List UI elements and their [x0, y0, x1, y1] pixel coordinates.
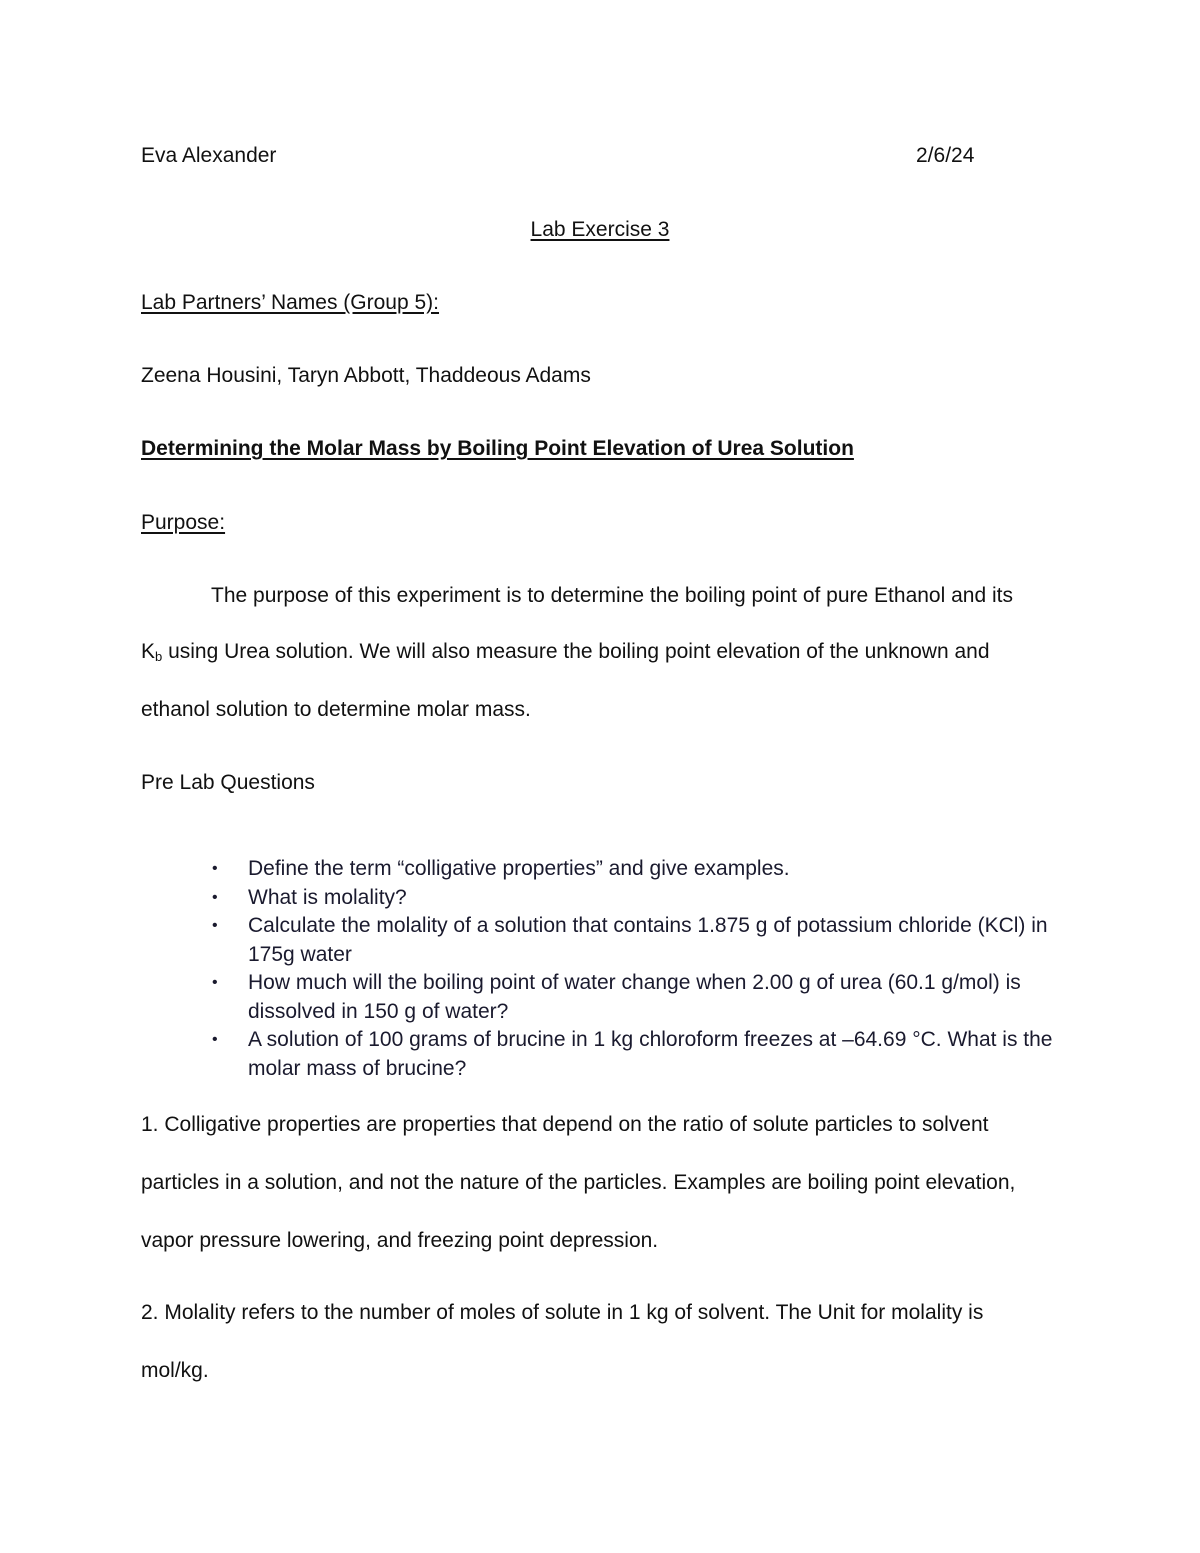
answer-1-line-1: 1. Colligative properties are properties that depend on the ratio of solute particles to solvent: [141, 1113, 989, 1136]
prelab-question-list: [212, 855, 1072, 1083]
answer-1-line-2: particles in a solution, and not the nature of the particles. Examples are boiling point elevation,: [141, 1171, 1016, 1194]
experiment-title: Determining the Molar Mass by Boiling Point Elevation of Urea Solution: [141, 437, 854, 460]
question-text: Calculate the molality of a solution that contains 1.875 g of potassium chloride (KCl) in 175g water: [248, 914, 1048, 966]
purpose-line-2-text: using Urea solution. We will also measure the boiling point elevation of the unknown and: [162, 640, 990, 663]
list-item: [212, 969, 1072, 1026]
author-name: Eva Alexander: [141, 144, 277, 167]
partners-heading: Lab Partners’ Names (Group 5):: [141, 291, 440, 314]
list-item: [212, 884, 1072, 913]
question-text: How much will the boiling point of water change when 2.00 g of urea (60.1 g/mol) is dissolved in 150 g of water?: [248, 971, 1021, 1023]
purpose-heading: Purpose:: [141, 511, 226, 534]
kb-subscript: b: [155, 649, 163, 664]
bullet-icon: •: [212, 974, 218, 991]
purpose-line-2: [141, 640, 990, 664]
question-text: What is molality?: [248, 885, 407, 909]
bullet-icon: •: [212, 1031, 218, 1048]
partners-names: Zeena Housini, Taryn Abbott, Thaddeous Adams: [141, 364, 591, 387]
question-text: Define the term “colligative properties” and give examples.: [248, 857, 790, 880]
document-date: 2/6/24: [916, 144, 975, 167]
bullet-icon: •: [212, 917, 218, 934]
document-title: Lab Exercise 3: [530, 218, 670, 241]
answer-2-line-2: mol/kg.: [141, 1359, 209, 1382]
purpose-line-1: The purpose of this experiment is to determine the boiling point of pure Ethanol and its: [211, 584, 1013, 607]
kb-symbol: K: [141, 640, 156, 663]
answer-1-line-3: vapor pressure lowering, and freezing point depression.: [141, 1229, 659, 1252]
answer-2-line-1: 2. Molality refers to the number of moles of solute in 1 kg of solvent. The Unit for molality is: [141, 1301, 984, 1324]
list-item: [212, 855, 1072, 884]
prelab-heading: Pre Lab Questions: [141, 771, 315, 794]
list-item: [212, 912, 1072, 969]
bullet-icon: •: [212, 860, 218, 877]
list-item: [212, 1026, 1072, 1083]
bullet-icon: •: [212, 888, 218, 906]
purpose-line-3: ethanol solution to determine molar mass.: [141, 698, 531, 721]
question-text: A solution of 100 grams of brucine in 1 kg chloroform freezes at –64.69 °C. What is the molar mass of brucine?: [248, 1028, 1053, 1080]
